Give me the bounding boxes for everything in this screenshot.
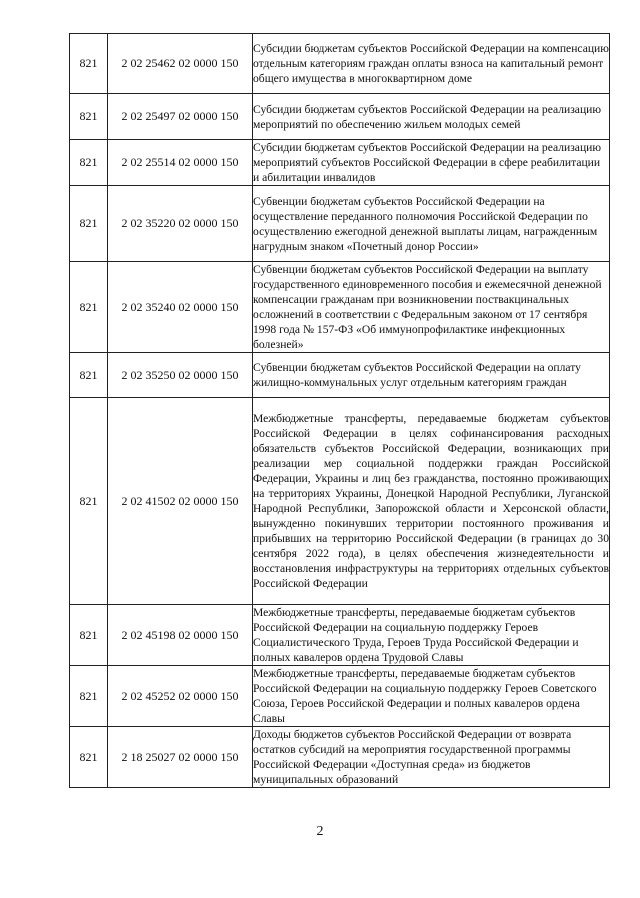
budget-code-cell: 2 02 35240 02 0000 150: [108, 262, 253, 353]
description-text: Межбюджетные трансферты, передаваемые бюджетам субъектов Российской Федерации на социальную поддержку Героев Социалистического Труда, Героев Труда Российской Федерации и полных кавалеров ордена Трудовой Славы: [253, 606, 579, 664]
table-row: [70, 605, 610, 666]
admin-code-cell: 821: [70, 262, 108, 353]
table-row: [70, 398, 610, 605]
admin-code-cell: 821: [70, 186, 108, 262]
budget-code-cell: 2 02 35250 02 0000 150: [108, 353, 253, 398]
budget-code-cell: 2 02 25497 02 0000 150: [108, 94, 253, 140]
budget-code-cell: 2 02 41502 02 0000 150: [108, 398, 253, 605]
table-row: [70, 94, 610, 140]
budget-classification-table: [69, 33, 610, 788]
admin-code-cell: 821: [70, 666, 108, 727]
description-cell: [253, 140, 610, 186]
description-text: Субсидии бюджетам субъектов Российской Федерации на компенсацию отдельным категориям граждан оплаты взноса на капитальный ремонт общего имущества в многоквартирном доме: [253, 42, 609, 85]
budget-code-cell: 2 02 45198 02 0000 150: [108, 605, 253, 666]
description-text: Субвенции бюджетам субъектов Российской Федерации на осуществление переданного полномочия Российской Федерации по осуществлению ежегодной денежной выплаты лицам, награжденным нагрудным знаком «Почетный донор России»: [253, 194, 598, 253]
description-text: Субвенции бюджетам субъектов Российской Федерации на оплату жилищно-коммунальных услуг отдельным категориям граждан: [253, 361, 581, 389]
budget-code-cell: 2 18 25027 02 0000 150: [108, 727, 253, 788]
admin-code-cell: 821: [70, 353, 108, 398]
page-number: 2: [316, 824, 324, 839]
description-cell: [253, 34, 610, 94]
description-text: Межбюджетные трансферты, передаваемые бюджетам субъектов Российской Федерации на социальную поддержку Героев Советского Союза, Героев Российской Федерации и полных кавалеров ордена Славы: [253, 667, 597, 725]
budget-code-cell: 2 02 35220 02 0000 150: [108, 186, 253, 262]
description-text: Межбюджетные трансферты, передаваемые бюджетам субъектов Российской Федерации в целях софинансирования расходных обязательств субъектов Российской Федерации, возникающих при реализации мер социальной поддержки граждан Российской Федерации, Украины и лиц без гражданства, постоянно проживающих на территориях Украины, Донецкой Народной Республики, Луганской Народной Республики, Запорожской области и Херсонской области, вынужденно покинувших территории постоянного проживания и прибывших на территорию Российской Федерации (в границах до 30 сентября 2022 года), в целях обеспечения жизнедеятельности и восстановления инфраструктуры на территориях отдельных субъектов Российской Федерации: [253, 412, 609, 590]
description-text: Субсидии бюджетам субъектов Российской Федерации на реализацию мероприятий по обеспечению жильем молодых семей: [253, 102, 602, 131]
description-text: Субсидии бюджетам субъектов Российской Федерации на реализацию мероприятий субъектов Российской Федерации в сфере реабилитации и абилитации инвалидов: [253, 141, 602, 184]
budget-code-cell: 2 02 45252 02 0000 150: [108, 666, 253, 727]
admin-code-cell: 821: [70, 94, 108, 140]
admin-code-cell: 821: [70, 140, 108, 186]
budget-code-cell: 2 02 25514 02 0000 150: [108, 140, 253, 186]
table-row: [70, 666, 610, 727]
table-row: [70, 140, 610, 186]
description-cell: [253, 186, 610, 262]
admin-code-cell: 821: [70, 398, 108, 605]
description-cell: [253, 353, 610, 398]
description-text: Субвенции бюджетам субъектов Российской Федерации на выплату государственного единовременного пособия и ежемесячной денежной компенсации гражданам при возникновении поствакцинальных осложнений в соответствии с Федеральным законом от 17 сентября 1998 года № 157-ФЗ «Об иммунопрофилактике инфекционных болезней»: [253, 263, 602, 351]
table-row: [70, 353, 610, 398]
description-cell: [253, 727, 610, 788]
table-row: [70, 34, 610, 94]
table-row: [70, 262, 610, 353]
admin-code-cell: 821: [70, 727, 108, 788]
table-row: [70, 727, 610, 788]
admin-code-cell: 821: [70, 605, 108, 666]
admin-code-cell: 821: [70, 34, 108, 94]
table-row: [70, 186, 610, 262]
description-cell: [253, 605, 610, 666]
description-cell: [253, 94, 610, 140]
description-cell: [253, 398, 610, 605]
budget-code-cell: 2 02 25462 02 0000 150: [108, 34, 253, 94]
description-cell: [253, 666, 610, 727]
description-cell: [253, 262, 610, 353]
description-text: Доходы бюджетов субъектов Российской Федерации от возврата остатков субсидий на мероприятия государственной программы Российской Федерации «Доступная среда» из бюджетов муниципальных образований: [253, 728, 572, 786]
